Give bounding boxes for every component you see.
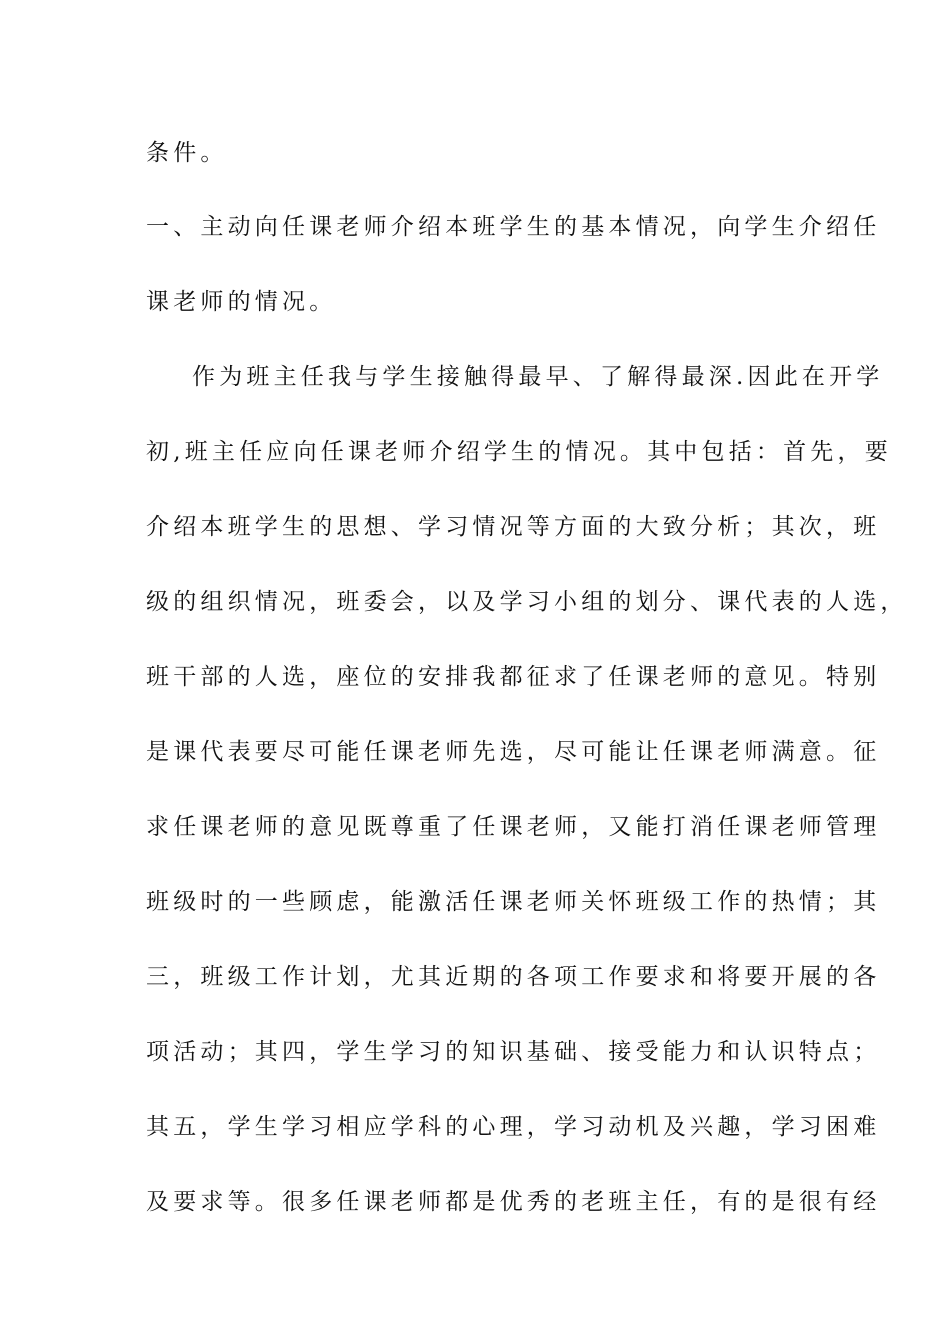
text-line: 是课代表要尽可能任课老师先选，尽可能让任课老师满意。征 — [146, 739, 881, 765]
text-line: 介绍本班学生的思想、学习情况等方面的大致分析；其次，班 — [146, 514, 881, 540]
text-line: 求任课老师的意见既尊重了任课老师，又能打消任课老师管理 — [146, 814, 881, 840]
section-heading-line: 一、主动向任课老师介绍本班学生的基本情况，向学生介绍任 — [146, 214, 881, 240]
text-line: 初,班主任应向任课老师介绍学生的情况。其中包括：首先，要 — [146, 439, 892, 465]
text-line: 三，班级工作计划，尤其近期的各项工作要求和将要开展的各 — [146, 964, 881, 990]
text-line: 班干部的人选，座位的安排我都征求了任课老师的意见。特别 — [146, 664, 881, 690]
text-line: 其五，学生学习相应学科的心理，学习动机及兴趣，学习困难 — [146, 1114, 881, 1140]
text-line: 班级时的一些顾虑，能激活任课老师关怀班级工作的热情；其 — [146, 889, 881, 915]
section-heading-line: 课老师的情况。 — [146, 289, 337, 315]
text-line: 级的组织情况，班委会，以及学习小组的划分、课代表的人选， — [146, 589, 908, 615]
text-line: 项活动；其四，学生学习的知识基础、接受能力和认识特点； — [146, 1039, 881, 1065]
text-line: 及要求等。很多任课老师都是优秀的老班主任，有的是很有经 — [146, 1189, 881, 1215]
text-line: 条件。 — [146, 140, 228, 166]
paragraph-first-line: 作为班主任我与学生接触得最早、了解得最深.因此在开学 — [192, 364, 884, 390]
